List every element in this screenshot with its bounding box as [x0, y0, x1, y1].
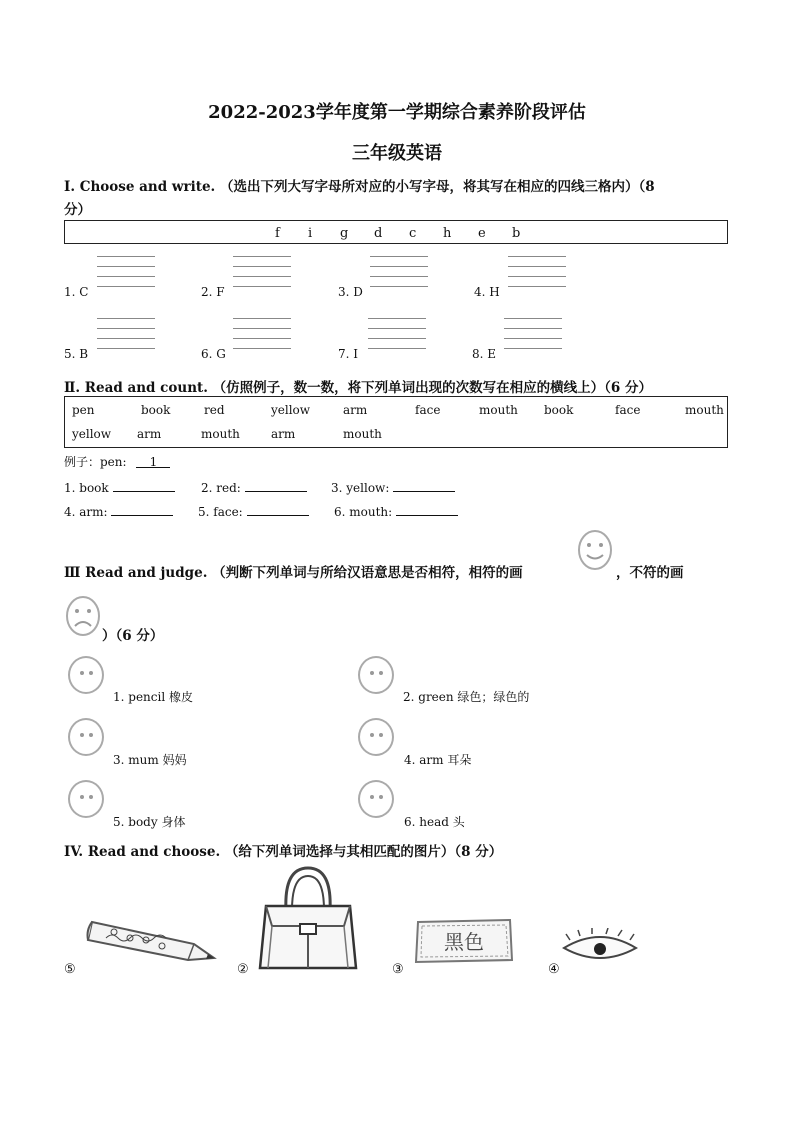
item-label: 4. H — [474, 285, 500, 299]
answer-face-icon[interactable] — [68, 656, 104, 694]
section4-heading: IV. Read and choose. （给下列单词选择与其相匹配的图片）（8 分） — [64, 844, 503, 860]
word: mouth — [479, 403, 518, 417]
letter: d — [374, 226, 383, 241]
example-label: 例子：pen: — [64, 455, 127, 469]
count-label: 2. red: — [201, 481, 241, 495]
word: yellow — [271, 403, 311, 417]
judge-item: 4. arm 耳朵 — [404, 753, 472, 767]
page-subtitle: 三年级英语 — [352, 143, 442, 164]
eye-icon — [560, 928, 640, 966]
word: arm — [271, 427, 296, 441]
answer-blank[interactable] — [245, 479, 307, 492]
letter: i — [308, 226, 313, 241]
answer-blank[interactable] — [396, 503, 458, 516]
example-row — [64, 453, 170, 470]
word-box — [64, 396, 728, 448]
section1-heading: I. Choose and write. （选出下列大写字母所对应的小写字母，将其写在相应的四线三格内）（8 — [64, 179, 655, 195]
card-text: 黑色 — [444, 930, 484, 954]
four-line-grid[interactable] — [97, 318, 155, 358]
count-item — [334, 503, 458, 519]
four-line-grid[interactable] — [508, 256, 566, 296]
answer-blank[interactable] — [111, 503, 173, 516]
page-title: 2022-2023学年度第一学期综合素养阶段评估 — [208, 102, 586, 123]
count-label: 5. face: — [198, 505, 243, 519]
bag-icon — [252, 864, 364, 976]
count-item — [331, 479, 455, 495]
picture-number: ② — [237, 962, 249, 977]
item-label: 2. F — [201, 285, 225, 299]
judge-item: 6. head 头 — [404, 815, 465, 829]
item-label: 7. I — [338, 347, 359, 361]
smiley-face-icon — [576, 528, 614, 572]
four-line-grid[interactable] — [233, 256, 291, 296]
four-line-grid[interactable] — [370, 256, 428, 296]
word: arm — [137, 427, 162, 441]
four-line-grid[interactable] — [97, 256, 155, 296]
answer-face-icon[interactable] — [68, 780, 104, 818]
sad-face-icon — [64, 594, 102, 638]
word: arm — [343, 403, 368, 417]
word: mouth — [343, 427, 382, 441]
answer-face-icon[interactable] — [358, 780, 394, 818]
count-label: 6. mouth: — [334, 505, 393, 519]
section3-heading-end: ）（6 分） — [102, 628, 164, 644]
letter-box — [64, 220, 728, 244]
letter: c — [409, 226, 417, 241]
section1-heading-cont: 分） — [64, 202, 91, 218]
picture-number: ⑤ — [64, 962, 76, 977]
count-label: 1. book — [64, 481, 109, 495]
answer-blank[interactable] — [247, 503, 309, 516]
judge-item: 2. green 绿色；绿色的 — [403, 690, 530, 704]
word: pen — [72, 403, 95, 417]
judge-item: 1. pencil 橡皮 — [113, 690, 193, 704]
answer-face-icon[interactable] — [68, 718, 104, 756]
judge-item: 3. mum 妈妈 — [113, 753, 187, 767]
word: book — [544, 403, 574, 417]
picture-number: ④ — [548, 962, 560, 977]
answer-face-icon[interactable] — [358, 656, 394, 694]
count-item — [64, 479, 175, 495]
word: mouth — [685, 403, 724, 417]
letter: h — [443, 226, 452, 241]
word: red — [204, 403, 225, 417]
section2-heading: Ⅱ. Read and count. （仿照例子，数一数，将下列单词出现的次数写在相应的横线上）（6 分） — [64, 380, 653, 396]
section3-heading-mid: ，不符的画 — [616, 565, 684, 581]
letter: f — [275, 226, 280, 241]
item-label: 5. B — [64, 347, 89, 361]
answer-blank[interactable] — [393, 479, 455, 492]
black-color-card-icon — [412, 916, 516, 966]
item-label: 6. G — [201, 347, 226, 361]
item-label: 1. C — [64, 285, 89, 299]
count-label: 4. arm: — [64, 505, 108, 519]
letter: e — [478, 226, 486, 241]
answer-blank[interactable] — [113, 479, 175, 492]
count-label: 3. yellow: — [331, 481, 390, 495]
letter: g — [340, 226, 349, 241]
crayon-icon — [84, 908, 224, 968]
word: book — [141, 403, 171, 417]
four-line-grid[interactable] — [504, 318, 562, 358]
word: face — [415, 403, 441, 417]
answer-face-icon[interactable] — [358, 718, 394, 756]
letter: b — [512, 226, 521, 241]
count-item — [64, 503, 173, 519]
count-item — [198, 503, 309, 519]
section3-heading: Ⅲ Read and judge. （判断下列单词与所给汉语意思是否相符，相符的画 — [64, 565, 523, 581]
example-answer: 1 — [136, 455, 170, 468]
item-label: 3. D — [338, 285, 363, 299]
four-line-grid[interactable] — [368, 318, 426, 358]
judge-item: 5. body 身体 — [113, 815, 186, 829]
word: yellow — [72, 427, 112, 441]
word: mouth — [201, 427, 240, 441]
picture-number: ③ — [392, 962, 404, 977]
four-line-grid[interactable] — [233, 318, 291, 358]
word: face — [615, 403, 641, 417]
item-label: 8. E — [472, 347, 497, 361]
count-item — [201, 479, 307, 495]
